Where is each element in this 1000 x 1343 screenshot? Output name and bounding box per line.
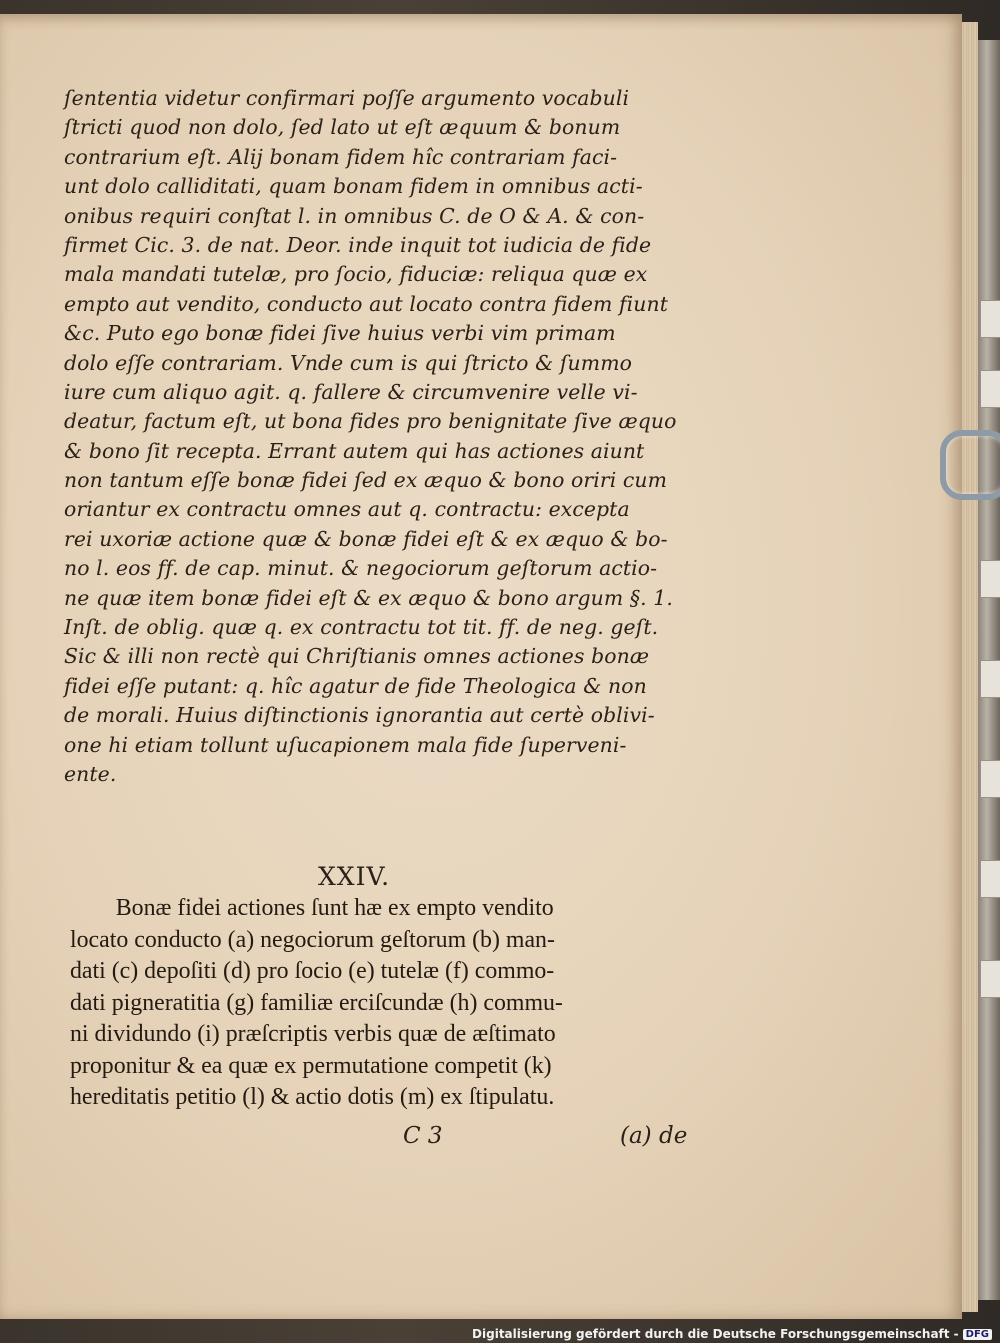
- text-line: dati pigneratitia (g) familiæ erciſcundæ (h) commu-: [70, 989, 563, 1016]
- register-tab: [980, 560, 1000, 598]
- text-line: Bonæ fidei actiones ſunt hæ ex empto vendito: [115, 895, 554, 921]
- text-line: Inſt. de oblig. quæ q. ex contractu tot tit. ff. de neg. geſt.: [64, 615, 659, 640]
- text-line: one hi etiam tollunt uſucapionem mala fide ſuperveni-: [64, 732, 627, 757]
- text-line: unt dolo calliditati, quam bonam fidem in omnibus acti-: [64, 174, 643, 199]
- section-heading: XXIV.: [318, 862, 391, 891]
- register-tab: [980, 300, 1000, 338]
- text-line: no l. eos ff. de cap. minut. & negociorum geſtorum actio-: [64, 556, 658, 581]
- text-line: de morali. Huius diſtinctionis ignorantia aut certè oblivi-: [64, 703, 655, 728]
- text-line: fidei eſſe putant: q. hîc agatur de fide Theologica & non: [64, 673, 647, 698]
- register-tab: [980, 660, 1000, 698]
- text-line: mala mandati tutelæ, pro ſocio, fiduciæ: reliqua quæ ex: [64, 262, 648, 287]
- text-line: ne quæ item bonæ fidei eſt & ex æquo & bono argum §. 1.: [64, 585, 673, 610]
- text-line: rei uxoriæ actione quæ & bonæ fidei eſt & ex æquo & bo-: [64, 526, 668, 551]
- text-line: ni dividundo (i) præſcriptis verbis quæ de æſtimato: [70, 1021, 556, 1047]
- text-line: dati (c) depoſiti (d) pro ſocio (e) tutelæ (f) commo-: [70, 958, 555, 984]
- text-line: Sic & illi non rectè qui Chriſtianis omnes actiones bonæ: [64, 644, 650, 669]
- register-tab: [980, 860, 1000, 898]
- text-line: &c. Puto ego bonæ fidei ſive huius verbi vim primam: [64, 321, 616, 346]
- text-line: dolo eſſe contrariam. Vnde cum is qui ſtricto & ſummo: [64, 350, 632, 375]
- text-line: iure cum aliquo agit. q. fallere & circumvenire velle vi-: [64, 379, 638, 404]
- text-line: ente.: [64, 761, 117, 786]
- register-tab: [980, 760, 1000, 798]
- text-line: deatur, factum eſt, ut bona fides pro benignitate ſive æquo: [64, 409, 677, 434]
- catchword: (a) de: [620, 1123, 688, 1149]
- italic-paragraph: [64, 84, 704, 789]
- digitization-credit: [472, 1327, 992, 1341]
- page-edge: [962, 22, 978, 1312]
- text-line: ſententia videtur confirmari poſſe argumento vocabuli: [64, 86, 630, 110]
- text-line: contrarium eſt. Alij bonam fidem hîc contrariam faci-: [64, 144, 618, 169]
- text-line: hereditatis petitio (l) & actio dotis (m) ex ſtipulatu.: [70, 1084, 555, 1110]
- credit-text: Digitalisierung gefördert durch die Deutsche Forschungsgemeinschaft -: [472, 1327, 959, 1341]
- text-line: empto aut vendito, conducto aut locato contra fidem fiunt: [64, 291, 668, 316]
- text-line: locato conducto (a) negociorum geſtorum (b) man-: [70, 926, 555, 953]
- register-tab: [980, 370, 1000, 408]
- text-line: & bono ſit recepta. Errant autem qui has actiones aiunt: [64, 438, 645, 463]
- text-line: proponitur & ea quæ ex permutatione competit (k): [70, 1052, 552, 1079]
- dfg-logo: DFG: [963, 1329, 992, 1340]
- text-line: onibus requiri conſtat l. in omnibus C. de O & A. & con-: [64, 203, 645, 228]
- text-line: ſtricti quod non dolo, ſed lato ut eſt æquum & bonum: [64, 115, 621, 140]
- text-line: oriantur ex contractu omnes aut q. contractu: excepta: [64, 497, 630, 522]
- paper-clip: [940, 430, 1000, 500]
- register-tab: [980, 960, 1000, 998]
- text-line: firmet Cic. 3. de nat. Deor. inde inquit tot iudicia de fide: [64, 232, 652, 257]
- roman-paragraph: [70, 893, 710, 1114]
- signature-mark: C 3: [403, 1123, 443, 1149]
- text-line: non tantum eſſe bonæ fidei ſed ex æquo & bono oriri cum: [64, 468, 668, 493]
